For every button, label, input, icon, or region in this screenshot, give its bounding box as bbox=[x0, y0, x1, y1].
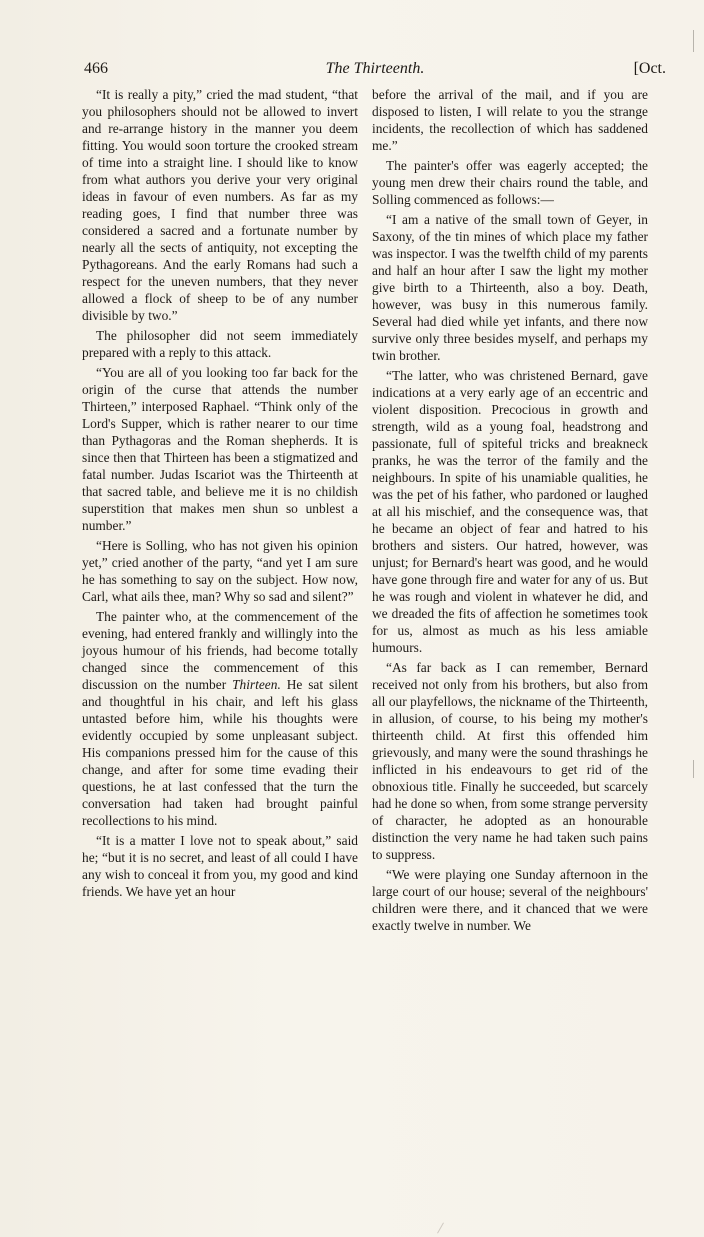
italic-word: Thirteen. bbox=[232, 677, 281, 692]
paragraph: “As far back as I can remember, Bernard received not only from his brothers, but also from all our playfellows, the nickname of the Thirteenth, in allusion, of course, to his being my mother's thirteenth child. At first this offended him grievously, and many were the sound thrashings he inflicted in his endeavours to get rid of the obnoxious title. Finally he succeeded, but scarcely had he done so when, from some strange perversity of character, he adopted as an honourable distinction the very name he had taken such pains to suppress. bbox=[372, 660, 648, 862]
paragraph-text: The painter who, at the commencement of the evening, had entered frankly and willingly into the joyous humour of his friends, had become totally changed since the commencement of this discussion on the number bbox=[82, 609, 358, 692]
paragraph: The philosopher did not seem immediately prepared with a reply to this attack. bbox=[82, 328, 358, 360]
paragraph-text: He sat silent and thoughtful in his chair, and left his glass untasted before him, while his thoughts were evidently occupied by some unpleasant subject. His companions pressed him for the cause of this change, and after for some time evading their questions, he at last confessed that the turn the conversation had taken had brought painful recollections to his mind. bbox=[82, 677, 359, 828]
page-edge-mark bbox=[693, 760, 694, 778]
left-column bbox=[82, 86, 358, 903]
paragraph: “We were playing one Sunday afternoon in the large court of our house; several of the neighbours' children were there, and it chanced that we were exactly twelve in number. We bbox=[372, 867, 648, 933]
running-title: The Thirteenth. bbox=[325, 60, 425, 77]
paragraph: before the arrival of the mail, and if you are disposed to listen, I will relate to you the strange incidents, the recollection of which has saddened me.” bbox=[372, 87, 648, 153]
paragraph bbox=[82, 608, 358, 829]
page-number: 466 bbox=[84, 60, 108, 77]
paragraph: “It is a matter I love not to speak about,” said he; “but it is no secret, and least of all could I have any wish to conceal it from you, my good and kind friends. We have yet an hour bbox=[82, 833, 358, 899]
paragraph: “Here is Solling, who has not given his opinion yet,” cried another of the party, “and yet I am sure he has something to say on the subject. How now, Carl, what ails thee, man? Why so sad and silent?” bbox=[82, 538, 358, 604]
right-column bbox=[372, 86, 648, 937]
paragraph: “It is really a pity,” cried the mad student, “that you philosophers should not be allowed to invert and re-arrange history in the manner you deem fitting. You would soon torture the crooked stream of time into a straight line. I should like to know from what authors you derive your very original ideas in favour of even numbers. As far as my reading goes, I find that number three was considered a sacred and a fortunate number by nearly all the sects of antiquity, not excepting the Pythagoreans. And the early Romans had such a respect for the uneven numbers, that they never allowed a flock of sheep to be of any number divisible by two.” bbox=[82, 87, 358, 323]
paper-speck bbox=[437, 1223, 444, 1234]
page-header bbox=[84, 60, 666, 84]
paragraph: “The latter, who was christened Bernard, gave indications at a very early age of an eccentric and violent disposition. Precocious in growth and strength, wild as a young foal, headstrong and passionate, full of spiteful tricks and breakneck pranks, he was the terror of the family and the neighbours. In spite of his unamiable qualities, he was the pet of his father, who pardoned or laughed at all his mischief, and the consequence was, that he became an object of fear and hatred to his brothers and sisters. Our hatred, however, was unjust; for Bernard's heart was good, and he would have gone through fire and water for any of us. But he was rough and violent in whatever he did, and we dreaded the fits of affection he sometimes took for us, almost as much as his less amiable humours. bbox=[372, 368, 648, 655]
paragraph: The painter's offer was eagerly accepted; the young men drew their chairs round the table, and Solling commenced as follows:— bbox=[372, 158, 648, 207]
issue-month: [Oct. bbox=[633, 60, 666, 77]
paragraph: “I am a native of the small town of Geyer, in Saxony, of the tin mines of which place my father was inspector. I was the twelfth child of my parents and half an hour after I saw the light my mother give birth to a Thirteenth, also a boy. Death, however, was busy in this numerous family. Several had died while yet infants, and there now survive only three besides myself, and perhaps my twin brother. bbox=[372, 212, 648, 363]
page-edge-mark bbox=[693, 30, 694, 52]
paragraph: “You are all of you looking too far back for the origin of the curse that attends the number Thirteen,” interposed Raphael. “Think only of the Lord's Supper, which is rather nearer to our time than Pythagoras and the Roman shepherds. It is since then that Thirteen has been a stigmatized and fatal number. Judas Iscariot was the Thirteenth at that sacred table, and believe me it is no childish superstition that makes men shun so unblest a number.” bbox=[82, 365, 358, 533]
